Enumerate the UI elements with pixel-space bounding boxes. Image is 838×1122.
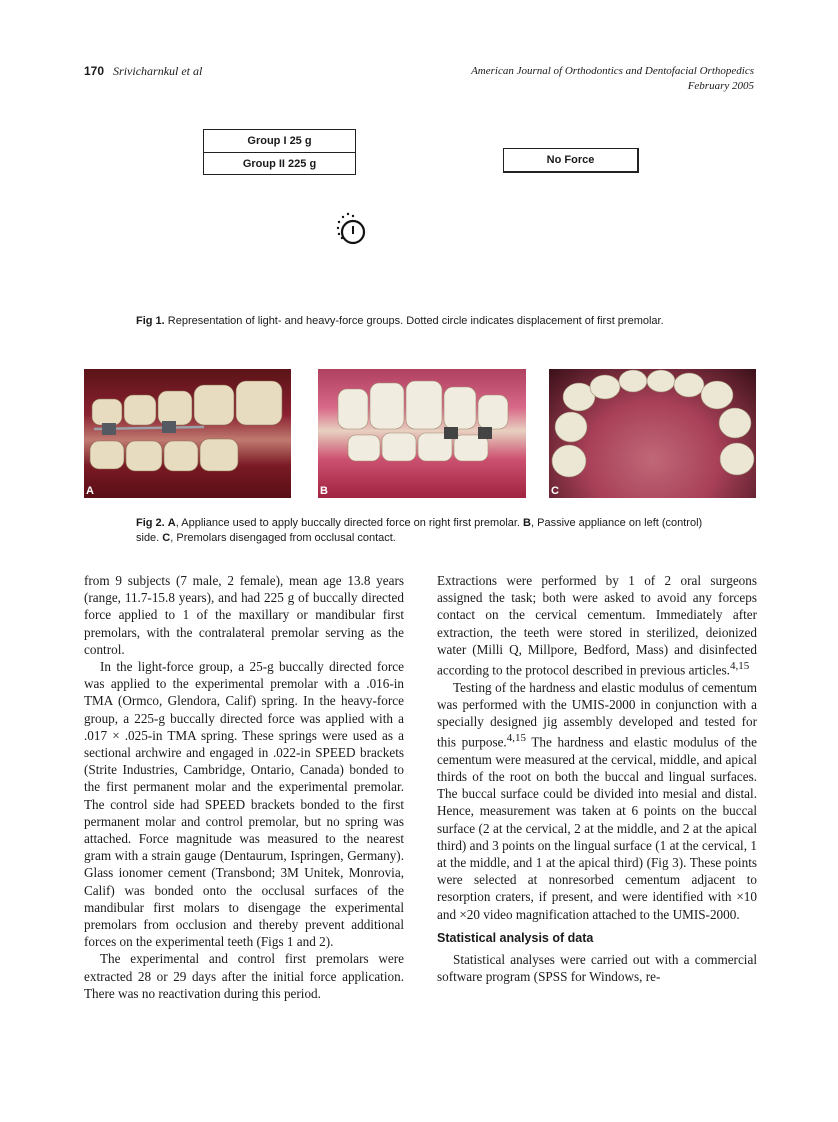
left-paragraph-1: from 9 subjects (7 male, 2 female), mean age 13.8 years (range, 11.7-15.8 years), and had 225 g of buccally directed force applied to 1 of the maxillary or mandibular first premolars, with the contralateral premolar serving as the control.	[84, 573, 404, 657]
group-i-label: Group I 25 g	[247, 135, 312, 147]
right-paragraph-2-text-a: Testing of the hardness and elastic modulus of cementum was performed with the UMIS-2000 in conjunction with a specially designed jig assembly developed and tested for this purpose.	[437, 679, 757, 750]
displacement-dotted-circle	[337, 213, 354, 239]
running-header-left	[84, 64, 202, 79]
page-number: 170	[84, 64, 105, 78]
fig2-caption-c-text: , Premolars disengaged from occlusal contact.	[170, 532, 396, 544]
journal-issue: February 2005	[687, 80, 754, 92]
photo-c-illustration	[549, 369, 756, 498]
left-paragraph-2: In the light-force group, a 25-g buccally directed force was applied to the experimental premolar with a .016-in TMA (Ormco, Glendora, Calif) spring. In the heavy-force group, a 225-g buccally directed force was applied with a .017 × .025-in TMA spring. These springs were used as a sectional archwire and engaged in .022-in SPEED brackets (Strite Industries, Cambridge, Ontario, Canada) bonded to the first permanent molar and the experimental premolar. The control side had SPEED brackets bonded to the first permanent molar and control premolar, but no spring was attached. Force magnitude was measured to the nearest gram with a strain gauge (Dentaurum, Ispringen, Germany). Glass ionomer cement (Transbond; 3M Unitek, Monrovia, Calif) was bonded onto the occlusal surfaces of the mandibular first molars to disengage the experimental premolars from occlusion and thereby prevent additional forces on the experimental teeth (Figs 1 and 2).	[84, 659, 404, 950]
fig2-caption-b-text: , Passive appliance on left (control) side.	[136, 517, 703, 544]
fig2-caption	[136, 516, 726, 546]
panel-a-label: A	[86, 485, 94, 497]
fig2-label: Fig 2.	[136, 517, 165, 529]
premolar-diagram	[330, 208, 370, 248]
journal-title: American Journal of Orthodontics and Dentofacial Orthopedics	[471, 65, 754, 77]
citation-ref: 4,15	[506, 732, 526, 745]
citation-ref: 4,15	[729, 660, 750, 673]
group-ii-label: Group II 225 g	[242, 158, 317, 170]
right-paragraph-3: Statistical analyses were carried out with a commercial software program (SPSS for Windows, re-	[437, 951, 757, 985]
fig2-caption-a-text: , Appliance used to apply buccally directed force on right first premolar.	[175, 517, 524, 529]
panel-c-label: C	[551, 485, 559, 497]
running-authors: Srivicharnkul et al	[113, 64, 203, 78]
no-force-box: No Force	[503, 148, 639, 173]
fig1-caption	[136, 314, 716, 329]
fig2-caption-b: B	[523, 517, 531, 529]
fig1-caption-text: Representation of light- and heavy-force groups. Dotted circle indicates displacement of first premolar.	[167, 315, 664, 327]
fig2-caption-a: A	[167, 517, 176, 529]
right-paragraph-1	[437, 572, 757, 679]
photo-a-illustration	[84, 369, 291, 498]
right-text-column	[437, 572, 757, 985]
right-paragraph-1-text: Extractions were performed by 1 of 2 oral surgeons assigned the task; both were asked to avoid any forceps contact on the cervical cementum. Immediately after extraction, the teeth were stored in sterilized, deionized water (Milli Q, Millpore, Bedford, Mass) and disinfected according to the protocol described in previous articles.	[437, 573, 757, 678]
photo-panel-c	[549, 369, 756, 498]
running-header-right	[471, 64, 754, 94]
left-paragraph-3: The experimental and control first premolars were extracted 28 or 29 days after the initial force application. There was no reactivation during this period.	[84, 951, 404, 1001]
photo-panel-a	[84, 369, 291, 498]
right-paragraph-2-text-b: The hardness and elastic modulus of the cementum were measured at the cervical, middle, and apical thirds of the root on both the buccal and lingual surfaces. The buccal surface could be divided into mesial and distal. Hence, measurement was taken at 6 points on the buccal surface (2 at the cervical, 2 at the middle, and 2 at the apical third) and 3 points on the lingual surface (1 at the cervical, 1 at the middle, and 1 at the apical third) (Fig 3). These points were selected at nonresorbed cementum adjacent to resorption craters, if present, and were identified with ×10 and ×20 video magnification attached to the UMIS-2000.	[437, 734, 757, 922]
fig2-caption-c: C	[162, 532, 171, 544]
right-paragraph-2	[437, 679, 757, 923]
left-text-column	[84, 572, 404, 1002]
section-subheading: Statistical analysis of data	[437, 930, 594, 945]
photo-b-illustration	[318, 369, 526, 498]
force-groups-box	[203, 129, 356, 175]
fig1-label: Fig 1.	[136, 315, 165, 327]
panel-b-label: B	[320, 485, 328, 497]
photo-panel-b	[318, 369, 526, 498]
